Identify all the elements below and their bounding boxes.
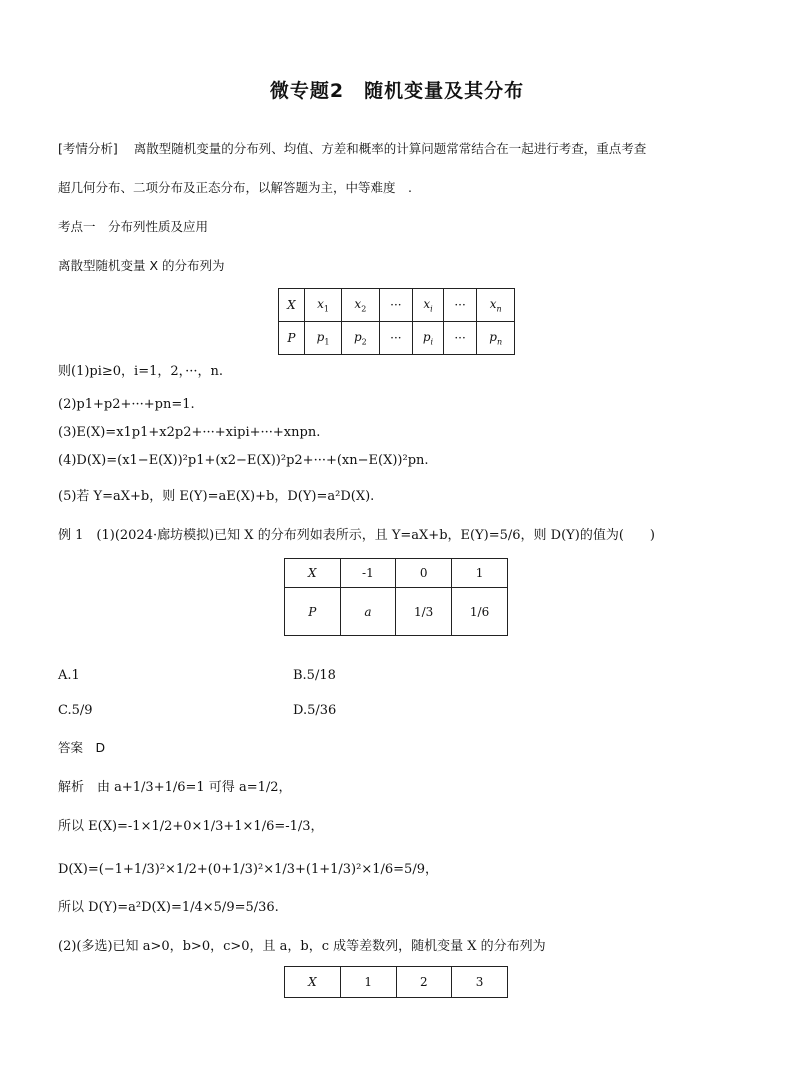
table-cell: P — [279, 322, 305, 355]
distribution-table-part2 — [284, 966, 508, 998]
table-cell: $x_1$ — [304, 289, 341, 322]
page-title: 微专题2 随机变量及其分布 — [269, 80, 525, 102]
point1-intro: 离散型随机变量 X 的分布列为 — [58, 258, 225, 273]
option-b: B.5/18 — [293, 668, 336, 683]
distribution-table-general — [278, 288, 515, 355]
property-1: 则(1)pi≥0，i=1，2，···，n. — [58, 364, 224, 379]
table-cell: -1 — [340, 559, 396, 588]
table-cell: $x_i$ — [413, 289, 443, 322]
table-cell: X — [285, 559, 341, 588]
analysis-text-2: 超几何分布、二项分布及正态分布，以解答题为主，中等难度 . — [58, 180, 412, 195]
solution-line-1: 解析 由 a+1/3+1/6=1 可得 a=1/2， — [58, 780, 292, 795]
table-cell: $p_n$ — [477, 322, 515, 355]
example-1: 例 1 (1)(2024·廊坊模拟)已知 X 的分布列如表所示，且 Y=aX+b，E(Y)=5/6，则 D(Y)的值为( ) — [58, 528, 655, 543]
table-cell: 1/6 — [452, 588, 508, 636]
table-cell: X — [285, 967, 341, 998]
property-3: (3)E(X)=x1p1+x2p2+···+xipi+···+xnpn. — [58, 425, 321, 440]
table-cell: ··· — [379, 322, 413, 355]
option-d: D.5/36 — [293, 703, 337, 718]
table-cell: ··· — [379, 289, 413, 322]
solution-line-2: 所以 E(X)=-1×1/2+0×1/3+1×1/6=-1/3， — [58, 819, 324, 834]
solution-line-4: 所以 D(Y)=a²D(X)=1/4×5/9=5/36. — [58, 900, 279, 915]
distribution-table-example — [284, 558, 508, 636]
table-cell: 2 — [396, 967, 452, 998]
table-cell: ··· — [443, 322, 477, 355]
property-5: (5)若 Y=aX+b，则 E(Y)=aE(X)+b，D(Y)=a²D(X). — [58, 489, 375, 504]
option-a: A.1 — [58, 668, 80, 683]
table-cell: P — [285, 588, 341, 636]
option-c: C.5/9 — [58, 703, 93, 718]
property-4: (4)D(X)=(x1−E(X))²p1+(x2−E(X))²p2+···+(xn−E(X))²pn. — [58, 453, 429, 468]
table-cell: $x_2$ — [342, 289, 379, 322]
table-cell: $p_i$ — [413, 322, 443, 355]
part-2: (2)(多选)已知 a>0，b>0，c>0，且 a，b，c 成等差数列，随机变量 X 的分布列为 — [58, 939, 546, 954]
solution-line-3: D(X)=(−1+1/3)²×1/2+(0+1/3)²×1/3+(1+1/3)²×1/6=5/9， — [58, 862, 438, 877]
analysis-paragraph — [58, 139, 646, 157]
table-cell: a — [340, 588, 396, 636]
table-cell: $p_1$ — [304, 322, 341, 355]
property-2: (2)p1+p2+···+pn=1. — [58, 397, 195, 412]
point1-title: 考点一 分布列性质及应用 — [58, 219, 209, 234]
table-cell: 1 — [340, 967, 396, 998]
analysis-text-1: 离散型随机变量的分布列、均值、方差和概率的计算问题常常结合在一起进行考查，重点考查 — [133, 141, 647, 156]
table-cell: $p_2$ — [342, 322, 379, 355]
answer: 答案 D — [58, 740, 106, 755]
table-cell: 1/3 — [396, 588, 452, 636]
table-cell: 3 — [452, 967, 508, 998]
table-cell: ··· — [443, 289, 477, 322]
table-cell: 1 — [452, 559, 508, 588]
table-cell: X — [279, 289, 305, 322]
table-cell: 0 — [396, 559, 452, 588]
analysis-label: [考情分析] — [58, 141, 118, 156]
table-cell: $x_n$ — [477, 289, 515, 322]
